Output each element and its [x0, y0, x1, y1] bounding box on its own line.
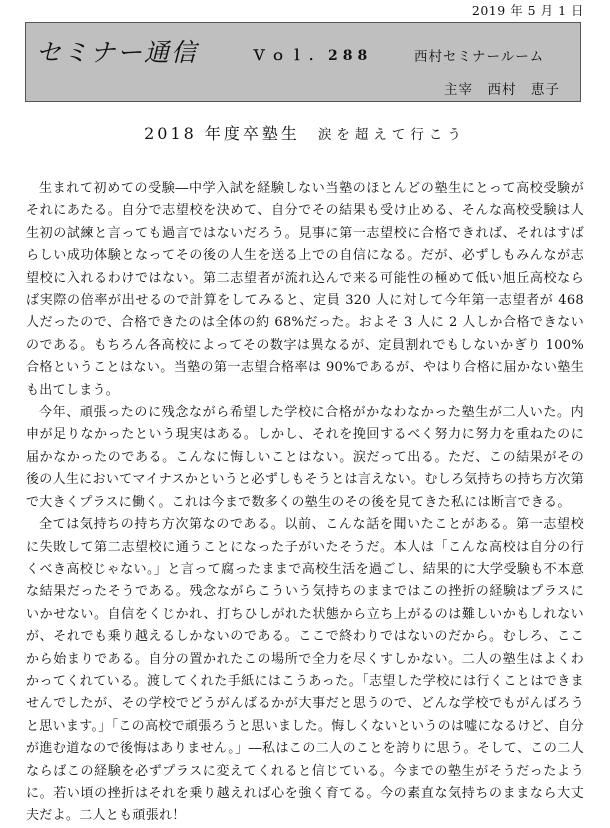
article-title: 2018 年度卒塾生 [144, 124, 300, 143]
paragraph: 今年、頑張ったのに残念ながら希望した学校に合格がかなわなかった塾生が二人いた。内申が足りなかったという現実はある。しかし、それを挽回するべく努力に努力を重ねたのに届かなかったのである。こんなに悔しいことはない。涙だって出る。ただ、この結果がその後の人生においてマイナスかというと必ずしもそうとは言えない。むしろ気持ちの持ち方次第で大きくプラスに働く。これは今まで数多くの塾生のその後を見てきた私には断言できる。 [26, 405, 584, 510]
article-subtitle: 涙を超えて行こう [317, 127, 466, 143]
paragraph: 生まれて初めての受験―中学入試を経験しない当塾のほとんどの塾生にとって高校受験がそれにあたる。自分で志望校を決めて、自分でその結果も受け止める、そんな高校受験は人生初の試練と言っても過言ではないだろう。見事に第一志望校に合格できれば、それはすばらしい成功体験となってその後の人生を送る上での自信になる。だが、必ずしもみんなが志望校に入れるわけではない。第二志望者が流れ込んで来る可能性の極めて低い旭丘高校ならば実際の倍率が出せるので計算をしてみると、定員 320 人に対して今年第一志望者が 468 人だったので、合格できたのは全体の約 68%だった。およそ 3 人に 2 人しか合格できないのである。もちろん各高校によってその数字は異なるが、定員割れでもしないかぎり 100%合格ということはない。当塾の第一志望合格率は 90%であるが、やはり合格に届かない塾生も出てしまう。 [26, 181, 584, 398]
paragraph: 全ては気持ちの持ち方次第なのである。以前、こんな話を聞いたことがある。第一志望校に失敗して第二志望校に通うことになった子がいたそうだ。本人は「こんな高校は自分の行くべき高校じゃない。」と言って腐ったままで高校生活を過ごし、結果的に大学受験も不本意な結果だったそうである。残念ながらこういう気持ちのままではこの挫折の経験はプラスにいかせない。自信をくじかれ、打ちひしがれた状態から立ち上がるのは難しいかもしれないが、それでも乗り越えるしかないのである。ここで終わりではないのだから。むしろ、ここから始まりである。自分の置かれたこの場所で全力を尽くすしかない。二人の塾生はよくわかってくれている。渡してくれた手紙にはこうあった。「志望した学校には行くことはできませんでしたが、その学校でどうがんばるかが大事だと思うので、どんな学校でもがんばろうと思います。」「この高校で頑張ろうと思いました。悔しくないというのは嘘になるけど、自分が進む道なので後悔はありません。」―私はこの二人のことを誇りに思う。そして、この二人ならばこの経験を必ずプラスに変えてくれると信じている。今までの塾生がそうだったように。若い頃の挫折はそれを乗り越えれば心を強く育てる。今の素直な気持ちのままなら大丈夫だよ。二人とも頑張れ！ [26, 517, 584, 824]
article-heading [0, 121, 610, 144]
newsletter-header [25, 22, 581, 102]
organization-name: 西村セミナールーム [414, 49, 545, 65]
author-line: 主宰 西村 恵子 [444, 82, 560, 98]
issue-date: 2019 年 5 月 1 日 [471, 3, 584, 18]
newsletter-title: セミナー通信 [36, 38, 199, 67]
article-body [26, 178, 584, 828]
volume-number: Ｖｏｌ．288 [252, 48, 373, 64]
